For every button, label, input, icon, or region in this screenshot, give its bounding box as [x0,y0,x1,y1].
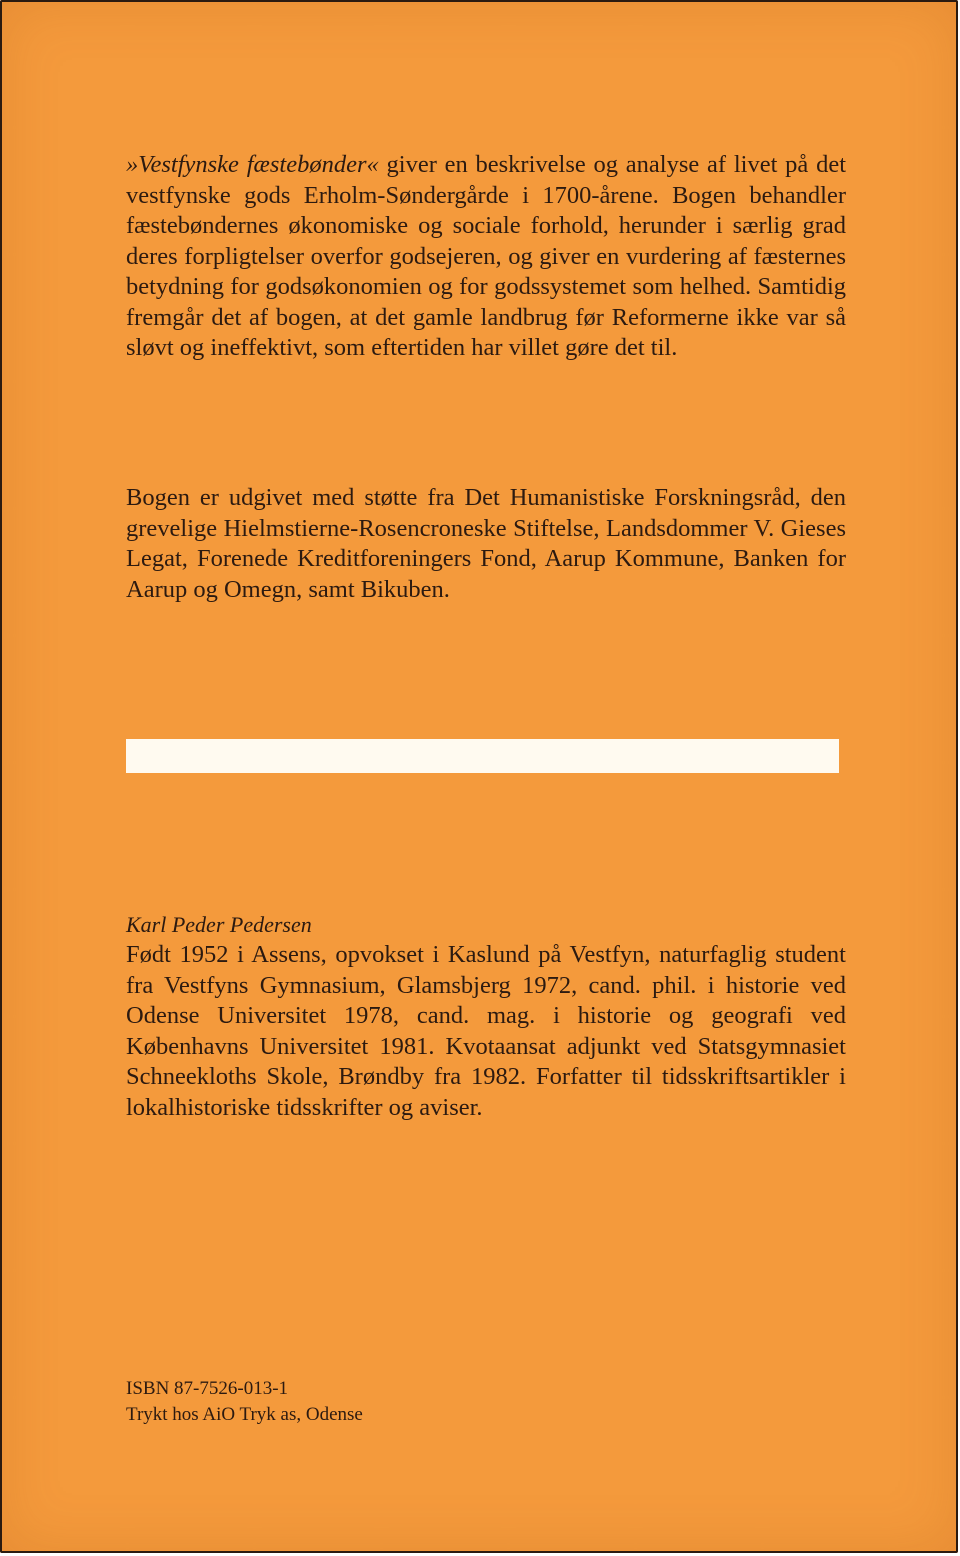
author-bio: Født 1952 i Assens, opvokset i Kaslund på Vestfyn, naturfaglig student fra Vestfyns Gymnasium, Glamsbjerg 1972, cand. phil. i historie ved Odense Universitet 1978, cand. mag. i historie og geografi ved Københavns Universitet 1981. Kvotaansat adjunkt ved Statsgymnasiet Schneekloths Skole, Brøndby fra 1982. Forfatter til tidsskriftsartikler i lokalhistoriske tidsskrifter og aviser. [126,941,846,1121]
decorative-band [126,739,839,773]
support-paragraph: Bogen er udgivet med støtte fra Det Humanistiske Forskningsråd, den grevelige Hielmstierne-Rosencroneske Stiftelse, Landsdommer V. Gieses Legat, Forenede Kreditforeningers Fond, Aarup Kommune, Banken for Aarup og Omegn, samt Bikuben. [126,484,846,603]
description-paragraph [126,150,846,364]
printer-line: Trykt hos AiO Tryk as, Odense [126,1404,363,1425]
publication-info [126,1376,363,1428]
author-name: Karl Peder Pedersen [126,912,312,937]
book-title-italic: »Vestfynske fæstebønder« [126,151,379,178]
isbn-line: ISBN 87-7526-013-1 [126,1378,289,1399]
description-text: giver en beskrivelse og analyse af livet på det vestfynske gods Erholm-Søndergårde i 1700-årene. Bogen behandler fæstebøndernes økonomiske og sociale forhold, herunder i særlig grad deres forpligtelser overfor godsejeren, og giver en vurdering af fæsternes betydning for godsøkonomien og for godssystemet som helhed. Samtidig fremgår det af bogen, at det gamle landbrug før Reformerne ikke var så sløvt og ineffektivt, som eftertiden har villet gøre det til. [126,151,846,361]
